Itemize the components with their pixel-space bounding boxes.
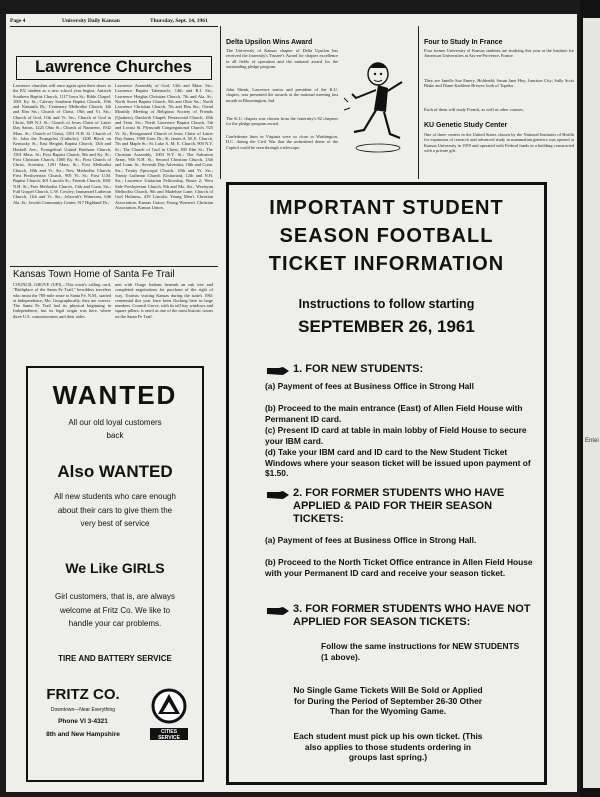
france-p2: They are Janelle Sue Emery, Holdredd; Susan Jane Hoy, Junction City; Sally Scott Blake and Diane Kathleen Brewer, both of Topeka. (424, 78, 574, 89)
pointing-hand-icon (267, 607, 289, 615)
paper-name: University Daily Kansan (62, 18, 120, 24)
section-2-heading: 2. FOR FORMER STUDENTS WHO HAVE APPLIED & PAID FOR THEIR SEASON TICKETS: (293, 487, 505, 525)
delta-headline: Delta Upsilon Wins Award (226, 39, 313, 46)
fritz-phone: Phone VI 3-4321 (58, 718, 108, 725)
section-3a: Follow the same instructions for NEW STUDENTS (1 above). (321, 641, 520, 662)
delta-p1: The University of Kansas chapter of Delta Upsilon has received the fraternity's Trustee's Award for chapter excellence in all fields of operation and the national award for the outstanding pledge program. (226, 48, 338, 69)
service-line: TIRE AND BATTERY SERVICE (58, 654, 172, 663)
delta-p4: Confederate lines in Virginia were so close to Washington, D.C. during the Civil War that the unfinished dome of the Capitol could be seen through a telescope. (226, 134, 338, 150)
france-headline: Four to Study In France (424, 39, 503, 46)
fritz-ad (26, 366, 204, 782)
cities-service-label: CITIES SERVICE (158, 729, 180, 741)
delta-p3: The K.U. chapter was chosen from the fraternity's 82 chapters for the pledge program award. (226, 116, 338, 127)
churches-column-1: Lawrence churches will once again open their doors to the KU student as a new school year begins. Antioch Southern Baptist Church, 1117 Iowa St.; Bible Chapel, 1001 Ky. St.; Calvary Southern Baptist Church, 19th and Naismith Dr.; Centenary Methodist Church, 4th and Elm Sts.; Church of Christ, 19th and Vt. Sts.; Church of God, 11th and Vt. Sts.; Church of God in Christ, 849 N.J. St.; Church of Jesus Christ of Latter Day Saints, 1225 Ohio St.; Church of Nazarene, 1942 Mass. St.; Church of Christ, 1501 N.H. St. Church of St. John the Evangelist (Catholic), 1200 Block on Kentucky St.; East Heights Baptist Church, 13th and Haskell Ave.; Evangelical United Brethren Church, 1501 Mass. St.; First Baptist Church, 8th and Ky. St.; First Christian Church, 1000 Ky. St.; First Church of Christ, Scientist, 1201 Mass. St.; First Methodist Church, 10th and Vt. Sts.; New Methodist Church; First Presbyterian Church, 905 Vt. St.; First U.M. Baptist Church, 401 Lincoln St.; Friends Church, 1601 N.H. St.; Free Methodist Church, 13th and Conn. Sts.; Full Gospel Church, L.W. Cowley; Immanuel Lutheran Church, 11th and Vt. Sts.; Jehovah's Witnesses, 646 Ala. St.; Jewish Community Center, 917 Highland Dr.; (13, 83, 111, 205)
cartoon-illustration (342, 52, 408, 160)
genetic-headline: KU Genetic Study Center (424, 122, 508, 129)
france-p3: Each of them will study French, as well as other courses. (424, 107, 524, 112)
note-single-game: No Single Game Tickets Will Be Sold or Applied for During the Period of September 26-30 Other Than for the Wyoming Game. (293, 685, 483, 716)
section-1a: (a) Payment of fees at Business Office in Strong Hall (265, 381, 474, 391)
pointing-hand-icon (267, 367, 289, 375)
fritz-address-2: 8th and New Hampshire (46, 731, 120, 738)
adjacent-page-word: Entei (585, 438, 599, 444)
santafe-title: Kansas Town Home of Santa Fe Trail (13, 269, 175, 280)
instructions-line: Instructions to follow starting (298, 297, 475, 311)
ticket-title-2: SEASON FOOTBALL (279, 225, 494, 247)
section-3-heading: 3. FOR FORMER STUDENTS WHO HAVE NOT APPLIED FOR SEASON TICKETS: (293, 603, 531, 628)
churches-title-box (16, 56, 212, 80)
santafe-column-2: met with Osage Indians beneath an oak tree and completed negotiations for purchase of the right of way. Tourists visiting Kansas during the state's 1961 centennial this year have been flocking here in large numbers. Council Grove, with its tall bay windows and square pillars, is rated as one of the most historic towns on the Santa Fe Trail. (115, 282, 213, 319)
girls-heading: We Like GIRLS (65, 560, 165, 576)
adjacent-page-strip (580, 0, 600, 797)
churches-title: Lawrence Churches (35, 58, 192, 76)
also-wanted-text: All new students who care enough about their cars to give them the very best of service (54, 492, 176, 528)
ticket-title-1: IMPORTANT STUDENT (269, 197, 504, 219)
delta-p2: John Shenk, Lawrence senior and president of the K.U. chapter, was presented the awards at the national meeting last month in Bloomington, Ind. (226, 87, 338, 103)
section-1c: (c) Present ID card at table in main lobby of Field House to secure your IBM card. (265, 425, 527, 446)
ticket-title-3: TICKET INFORMATION (268, 253, 505, 275)
newspaper-page (6, 14, 577, 792)
wanted-heading: WANTED (52, 380, 178, 410)
also-wanted-heading: Also WANTED (57, 462, 173, 481)
section-2a: (a) Payment of fees at Business Office in Strong Hall. (265, 535, 477, 545)
pointing-hand-icon (267, 491, 289, 499)
page-number: Page 4 (10, 18, 26, 24)
fritz-name: FRITZ CO. (46, 686, 120, 703)
section-2b: (b) Proceed to the North Ticket Office entrance in Allen Field House with your Permanent ID card and receive your season ticket. (265, 557, 533, 578)
section-1d: (d) Take your IBM card and ID card to the New Student Ticket Windows where your season ticket will be issued upon payment of $1.50. (265, 447, 531, 478)
girls-text: Girl customers, that is, are always welcome at Fritz Co. We like to handle your car problems. (54, 592, 176, 628)
start-date: SEPTEMBER 26, 1961 (298, 317, 475, 336)
churches-column-2: Lawrence Assembly of God, 13th and Mass. Sts.; Lawrence Baptist Tabernacle, 14th and R.I. Sts.; Lawrence Heights Christian Church, 7th and Ala. St.; North Street Baptist Church, 9th and Ohio Sts.; North Lawrence Christian Church, 7th and Elm Sts.; Oread Monthly Meeting of Religious Society of Friends (Quakers), Danforth Chapel; Pentecostal Church, 18th and Tenn. Sts.; North Lawrence Baptist Church, 5th and Locust St. Plymouth Congregational Church, 925 Vt. St.; Reorganized Church of Jesus Christ of Latter Day Saints, 1900 Univ. Dr.; St. James A. M. E. Church, 7th and Maple St.; St. Luke A. M. E. Church, 900 N.Y. St.; The Church of God in Christ, 835 Elm St.; The Christian Assembly, 1003 N.Y. St.; The Salvation Army, 946 N.H. St.; Second Christian Church, 13th and Conn. St.; Seventh Day Adventist, 10th and Conn. Sts.; Trinity Episcopal Church, 10th and Vt. Sts.; Trinity Lutheran Church (Unitarian), 12th and N.H. Sts.; Lawrence Unitarian Fellowship, Route 2; West Side Presbyterian Church, 8th and Mo. Sts.; Wesleyan Methodist Church, 9th and Madeline Lane; Church of God Holiness, 419 Lincoln; Young Men's Christian Association, Kansas Union; Young Women's Christian Association, Kansas Union. (115, 83, 213, 210)
section-1b: (b) Proceed to the main entrance (East) of Allen Field House with Permanent ID card. (265, 403, 523, 424)
santafe-column-1: COUNCIL GROVE (UPI)—This town's calling card, "Birthplace of the Santa Fe Trail," bewilders travelers who insist the 780-mile route to Santa Fe, N.M., started at Independence, Mo. Geographically, they are correct. The Santa Fe Trail had its physical beginning in Independence, but its legal origin was here, where three U.S. commissioners and their aides (13, 282, 111, 319)
genetic-p1: One of three centers in the United States chosen by the National Institutes of Health for expansion of research and advanced study in mammalian genetics was opened at Kansas University in 1959 and operated with Federal funds in a building constructed with a private gift. (424, 132, 574, 153)
france-p1: Four former University of Kansas students are studying this year at the Institute for American Universities at Aix-en-Provence, France. (424, 48, 574, 59)
issue-date: Thursday, Sept. 14, 1961 (150, 18, 208, 24)
ticket-info-ad (226, 182, 547, 785)
fritz-address-1: Downtown—Near Everything (50, 707, 116, 713)
wanted-text: All our old loyal customers back (68, 418, 162, 440)
note-pickup: Each student must pick up his own ticket. (This also applies to those students ordering in groups last spring.) (293, 731, 483, 762)
section-1-heading: 1. FOR NEW STUDENTS: (293, 363, 424, 375)
